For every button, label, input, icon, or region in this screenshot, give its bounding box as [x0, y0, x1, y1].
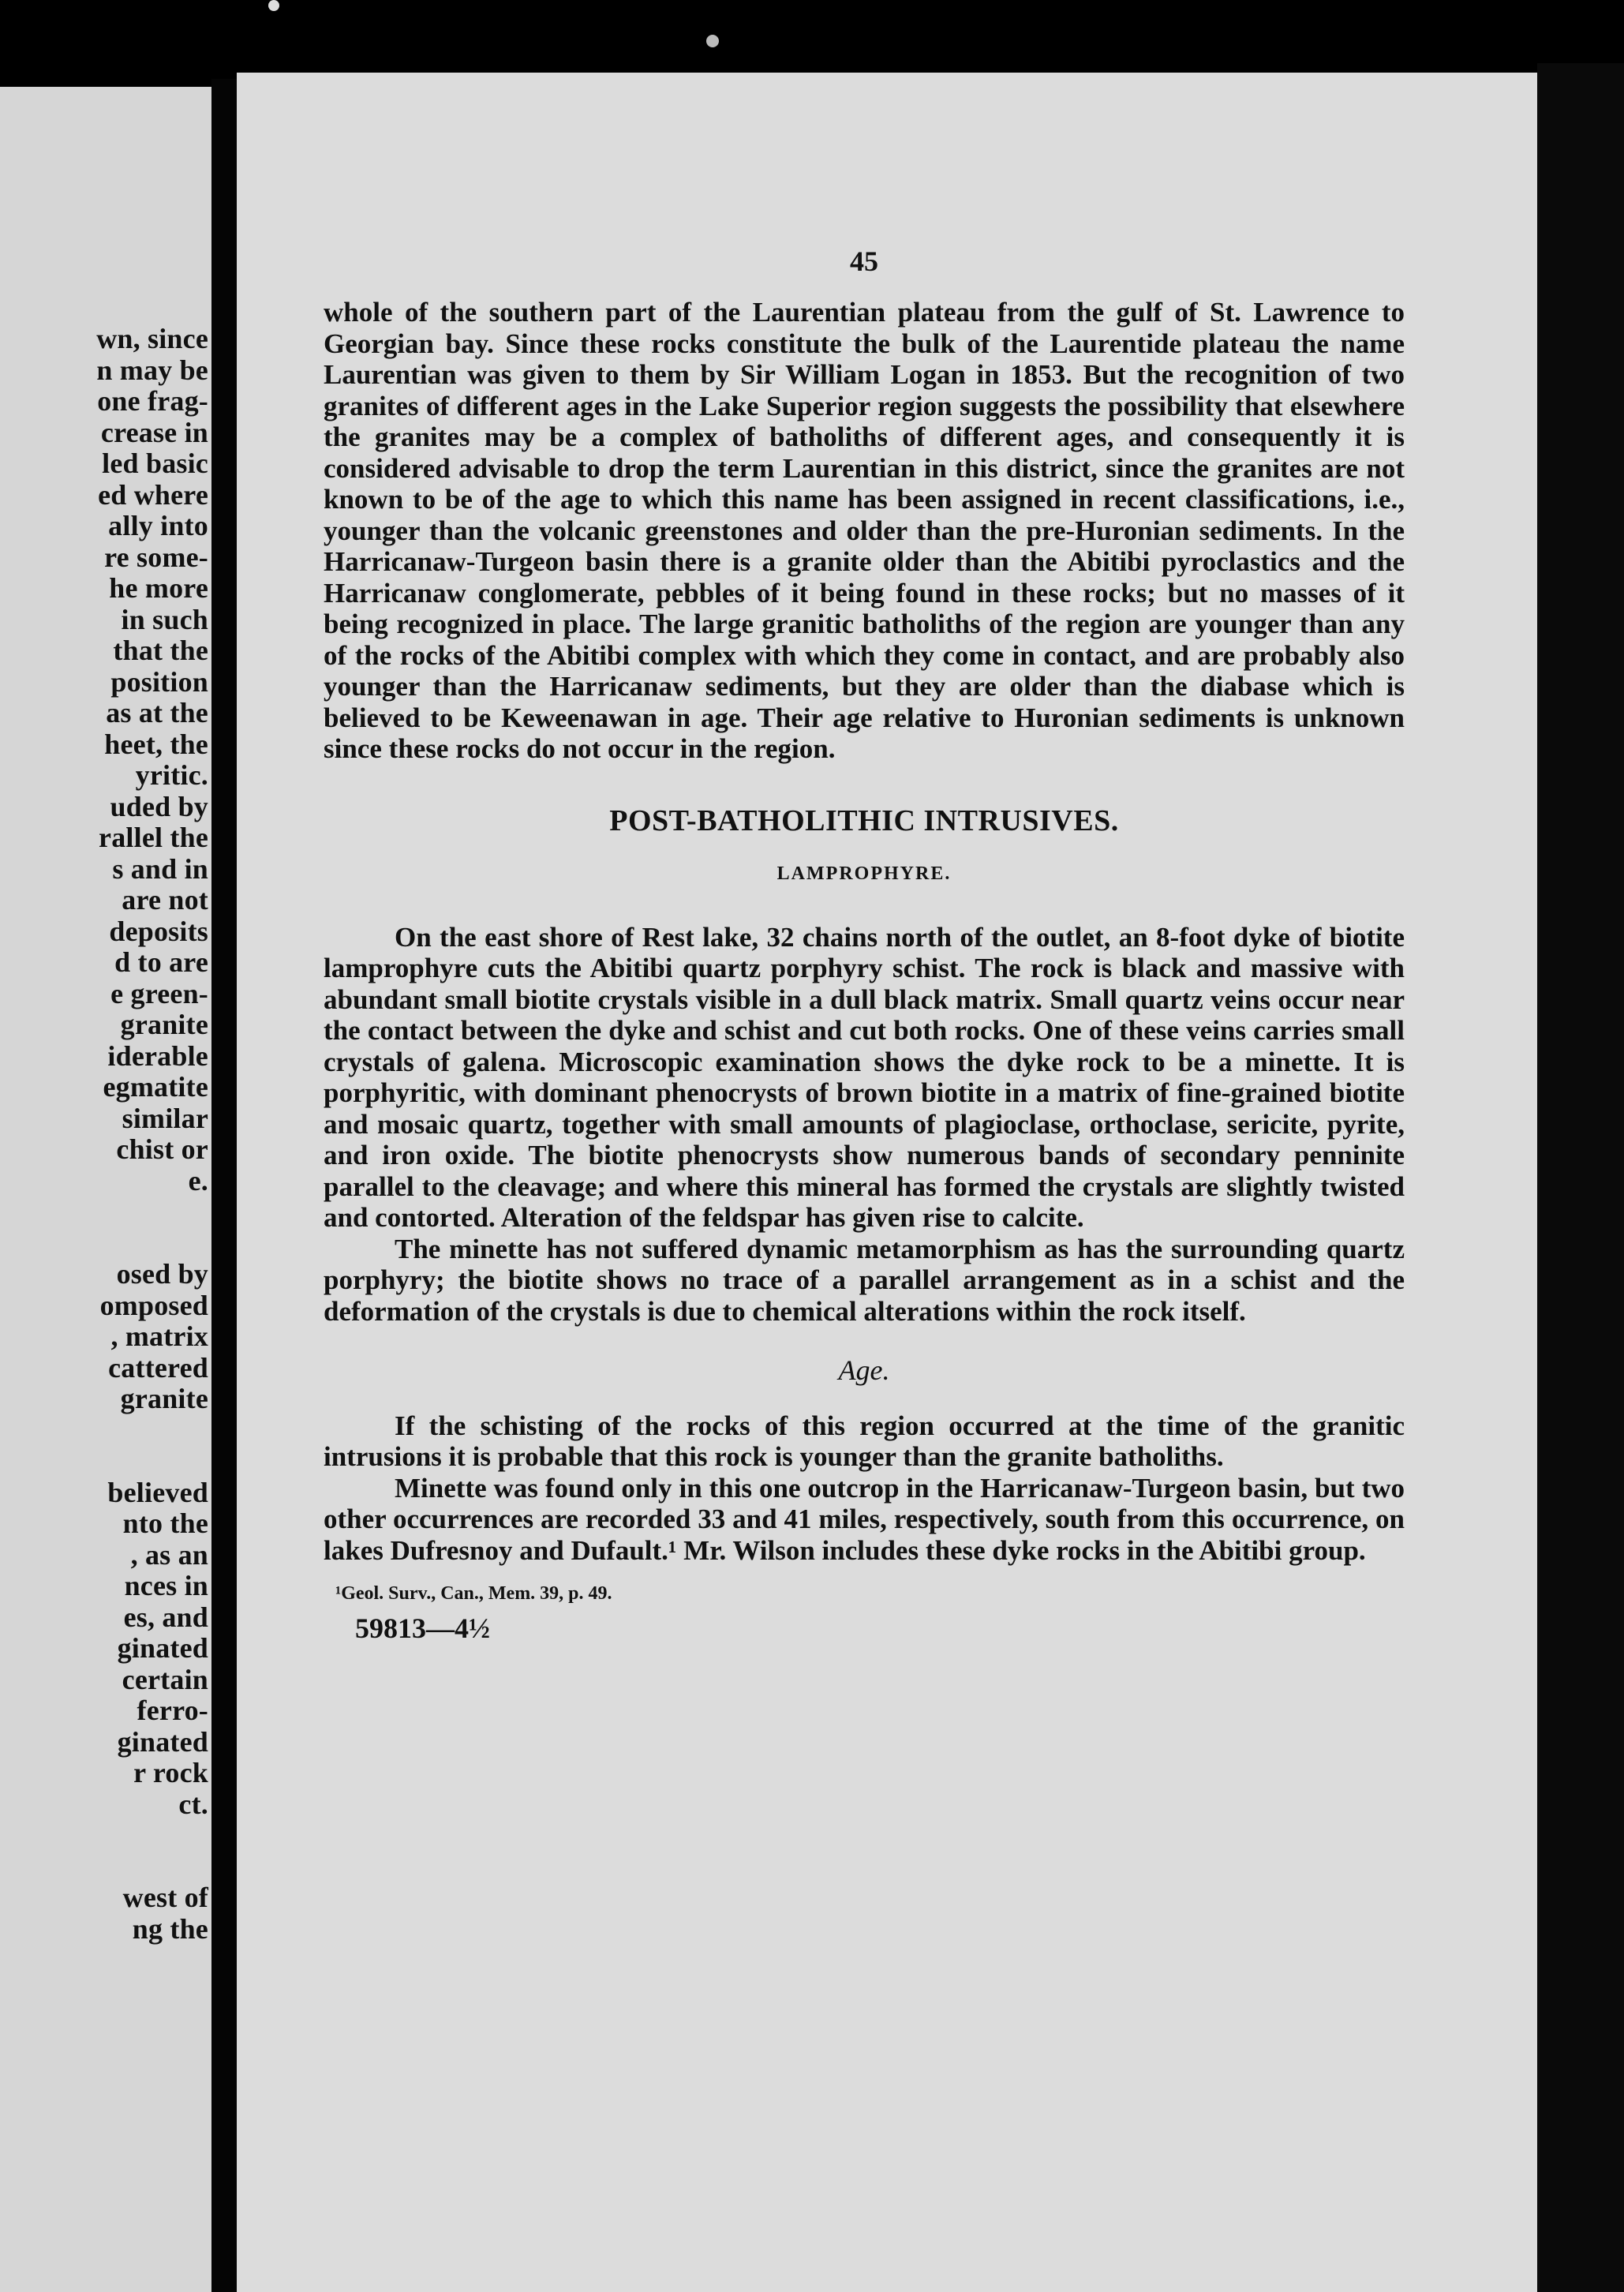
left-page-line: he more: [109, 572, 208, 604]
footnote: ¹Geol. Surv., Can., Mem. 39, p. 49.: [335, 1583, 612, 1604]
left-page-line: ally into: [108, 510, 208, 541]
age-paragraph: Minette was found only in this one outcrop in the Harricanaw-Turgeon basin, but two other occurrences are recorded 33 and 41 miles, respectively, south from this occurrence, on lakes Dufresnoy and Dufault.¹ Mr. Wilson includes these dyke rocks in the Abitibi group.: [324, 1472, 1405, 1566]
left-page-line: omposed: [99, 1289, 208, 1321]
left-page-line: nces in: [124, 1570, 208, 1601]
left-page-line: [96, 1820, 208, 1882]
left-page-line: d to are: [114, 946, 208, 978]
left-page-line: ferro-: [137, 1695, 208, 1726]
left-page-line: that the: [113, 635, 208, 666]
left-page-line: in such: [121, 603, 208, 635]
left-page-line: position: [110, 665, 208, 698]
lamprophyre-paragraph: The minette has not suffered dynamic metamorphism as has the surrounding quartz porphyry; the biotite shows no trace of a parallel arrangement as in a schist and the deformation of the crystals is due to chemical alterations within the rock itself.: [324, 1233, 1405, 1327]
left-page-line: e.: [188, 1164, 208, 1197]
scan-artifact: [706, 35, 719, 47]
left-page-line: ng the: [132, 1912, 208, 1945]
scan-border: [1537, 63, 1624, 2292]
age-heading: Age.: [838, 1354, 890, 1386]
left-page-line: ginated: [117, 1725, 208, 1758]
left-page-line: similar: [122, 1102, 208, 1134]
left-page-line: n may be: [96, 354, 208, 386]
left-page-line: , as an: [130, 1538, 208, 1571]
left-page-line: west of: [122, 1882, 208, 1913]
left-page-line: certain: [122, 1663, 208, 1695]
left-page-line: crease in: [100, 416, 208, 448]
left-page-line: s and in: [112, 852, 208, 885]
page-content: [324, 246, 1405, 1645]
left-page-line: wn, since: [96, 323, 208, 354]
section-title: POST-BATHOLITHIC INTRUSIVES.: [609, 803, 1119, 837]
left-page-line: granite: [120, 1383, 208, 1414]
left-page-line: [96, 1415, 208, 1477]
left-page-line: e green-: [110, 977, 208, 1009]
left-page-line: ginated: [117, 1632, 208, 1664]
left-page-line: rallel the: [99, 822, 208, 853]
left-page-line: uded by: [110, 790, 208, 822]
left-page-text-fragments: [96, 324, 208, 1945]
printer-signature: 59813—4½: [355, 1612, 490, 1644]
left-page-line: , matrix: [110, 1320, 208, 1352]
left-page-line: are not: [122, 884, 208, 916]
left-page-line: chist or: [116, 1133, 208, 1165]
page-number: 45: [850, 245, 878, 277]
left-page-line: r rock: [133, 1757, 208, 1788]
age-paragraph: If the schisting of the rocks of this region occurred at the time of the granitic intrusions it is probable that this rock is younger than the granite batholiths.: [324, 1410, 1405, 1472]
left-page-line: ed where: [98, 478, 208, 511]
left-page-line: one frag-: [97, 385, 208, 417]
left-page-line: granite: [120, 1009, 208, 1040]
left-page-line: ct.: [178, 1788, 208, 1820]
left-page-line: nto the: [122, 1507, 208, 1539]
left-facing-page: [0, 87, 211, 2292]
subheading-lamprophyre: LAMPROPHYRE.: [776, 863, 952, 884]
left-page-line: es, and: [123, 1601, 208, 1633]
left-page-line: as at the: [106, 697, 208, 728]
left-page-line: heet, the: [104, 728, 208, 760]
book-gutter: [211, 79, 237, 2292]
left-page-line: led basic: [102, 448, 208, 479]
left-page-line: believed: [107, 1476, 208, 1508]
left-page-line: iderable: [107, 1039, 208, 1072]
lamprophyre-paragraph: On the east shore of Rest lake, 32 chains north of the outlet, an 8-foot dyke of biotite lamprophyre cuts the Abitibi quartz porphyry schist. The rock is black and massive with abundant small biotite crystals visible in a dull black matrix. Small quartz veins occur near the contact between the dyke and schist and cut both rocks. One of these veins carries small crystals of galena. Microscopic examination shows the dyke rock to be a minette. It is porphyritic, with dominant phenocrysts of brown biotite in a matrix of fine-grained biotite and mosaic quartz, together with small amounts of plagioclase, orthoclase, sericite, pyrite, and iron oxide. The biotite phenocrysts show numerous bands of secondary penninite parallel to the cleavage; and where this mineral has formed the crystals are slightly twisted and contorted. Alteration of the feldspar has given rise to calcite.: [324, 921, 1405, 1233]
intro-paragraph: whole of the southern part of the Laurentian plateau from the gulf of St. Lawrence to Georgian bay. Since these rocks constitute the bulk of the Laurentide plateau the name Laurentian was given to them by Sir William Logan in 1853. But the recognition of two granites of different ages in the Lake Superior region suggests the possibility that elsewhere the granites may be a complex of batholiths of different ages, and consequently it is considered advisable to drop the term Laurentian in this district, since the granites are not known to be of the age to which this name has been assigned in recent classifications, i.e., younger than the volcanic greenstones and older than the pre-Huronian sediments. In the Harricanaw-Turgeon basin there is a granite older than the Abitibi pyroclastics and the Harricanaw conglomerate, pebbles of it being found in these rocks; but no masses of it being recognized in place. The large granitic batholiths of the region are younger than any of the rocks of the Abitibi complex with which they come in contact, and are probably also younger than the Harricanaw sediments, but they are older than the diabase which is believed to be Keweenawan in age. Their age relative to Huronian sediments is unknown since these rocks do not occur in the region.: [324, 297, 1405, 764]
left-page-line: yritic.: [135, 759, 208, 791]
left-page-line: deposits: [109, 915, 208, 947]
left-page-line: egmatite: [103, 1071, 208, 1103]
left-page-line: osed by: [116, 1258, 208, 1290]
left-page-line: [96, 1197, 208, 1259]
left-page-line: cattered: [108, 1351, 208, 1384]
left-page-line: re some-: [104, 541, 208, 573]
scan-artifact: [268, 0, 279, 11]
right-page: [237, 73, 1537, 2292]
